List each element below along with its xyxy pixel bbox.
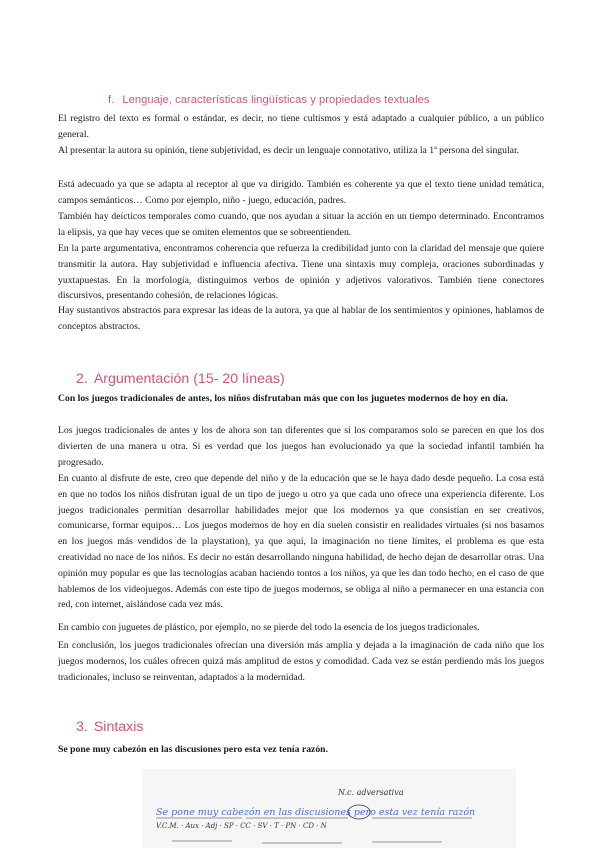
section-f-number: f. bbox=[108, 94, 115, 106]
paragraph: El registro del texto es formal o estándar, es decir, no tiene cultismos y está adaptado a cualquier público, a un público general. bbox=[58, 113, 544, 140]
paragraph: Los juegos tradicionales de antes y los de ahora son tan diferentes que si los comparamos solo se parecen en que los dos divierten de una manera u otra. Si es verdad que los juegos han evolucionado ya que la sociedad infantil también ha progresado. bbox=[58, 425, 544, 468]
paragraph: Al presentar la autora su opinión, tiene subjetividad, es decir un lenguaje connotativo, utiliza la 1ª persona del singular. bbox=[58, 145, 520, 156]
thesis-statement: Con los juegos tradicionales de antes, los niños disfrutaban más que con los juguetes modernos de hoy en día. bbox=[58, 393, 508, 404]
paragraph: En conclusión, los juegos tradicionales ofrecían una diversión más amplia y dejada a la imaginación de cada niño que los juegos modernos, los cuáles ofrecen quizá más amplitud de estos y comodidad. Cada vez se están perdiendo más los juegos tradicionales, incluso se reinventan, adaptados a la modernidad. bbox=[58, 640, 544, 683]
section-2-title: Argumentación (15- 20 líneas) bbox=[93, 371, 285, 387]
section-2-number: 2. bbox=[76, 371, 88, 387]
section-3-number: 3. bbox=[76, 719, 88, 735]
paragraph: También hay deícticos temporales como cuando, que nos ayudan a situar la acción en un tiempo determinado. Encontramos la elipsis, ya que hay veces que se omiten elementos que se sobreentienden. bbox=[58, 211, 544, 238]
handwritten-analysis-image bbox=[142, 769, 516, 848]
section-3-title: Sintaxis bbox=[93, 719, 144, 735]
handwriting-line: Se pone muy cabezón en las discusiones pero esta vez tenía razón bbox=[156, 807, 476, 818]
handwriting-note: N.c. adversativa bbox=[338, 788, 404, 797]
paragraph: En la parte argumentativa, encontramos coherencia que refuerza la credibilidad junto con la claridad del mensaje que quiere transmitir la autora. Hay subjetividad e influencia afectiva. Tiene una sintaxis muy compleja, oraciones subordinadas y yuxtapuestas. En la morfología, distinguimos verbos de opinión y adjetivos valorativos. También tiene conectores discursivos, presentando cohesión, de relaciones lógicas. bbox=[58, 243, 544, 302]
paragraph: En cambio con juguetes de plástico, por ejemplo, no se pierde del todo la esencia de los juegos tradicionales. bbox=[58, 622, 480, 633]
section-f-title: Lenguaje, características lingüísticas y propiedades textuales bbox=[122, 94, 430, 106]
handwriting-drawing bbox=[142, 769, 516, 848]
section-3-heading bbox=[76, 719, 144, 735]
section-f-heading bbox=[108, 94, 430, 106]
sintaxis-sentence: Se pone muy cabezón en las discusiones pero esta vez tenía razón. bbox=[58, 744, 328, 755]
section-2-heading bbox=[76, 371, 285, 387]
handwriting-marks: V.C.M. · Aux · Adj · SP · CC · SV · T · PN · CD · N bbox=[156, 822, 327, 830]
paragraph: Hay sustantivos abstractos para expresar las ideas de la autora, ya que al hablar de los sentimientos y opiniones, hablamos de conceptos abstractos. bbox=[58, 305, 544, 332]
paragraph: En cuanto al disfrute de este, creo que depende del niño y de la educación que se le haya dado desde pequeño. La cosa está en que no todos los niños disfrutan igual de un tipo de juego u otro ya que cada uno ofrece una experiencia diferente. Los juegos tradicionales permitían desarrollar habilidades mejor que los modernos ya que consistían en ser creativos, comunicarse, formar equipos… Los juegos modernos de hoy en día suelen consistir en realidades virtuales (si nos basamos en los juegos más vendidos de la playstation), ya que aquí, la imaginación no tiene límites, el problema es que esta creatividad no nace de los niños. Es decir no están desarrollando ninguna habilidad, de hecho dejan de desarrollar otras. Una opinión muy popular es que las tecnologías acaban haciendo tontos a los niños, ya que les dan todo hecho, en el caso de que hablemos de los videojuegos. Además con este tipo de juegos modernos, se obliga al niño a permanecer en una estancia con red, con internet, aislándose cada vez más. bbox=[58, 473, 544, 611]
paragraph: Está adecuado ya que se adapta al receptor al que va dirigido. También es coherente ya que el texto tiene unidad temática, campos semánticos… Como por ejemplo, niño - juego, educación, padres. bbox=[58, 179, 544, 206]
